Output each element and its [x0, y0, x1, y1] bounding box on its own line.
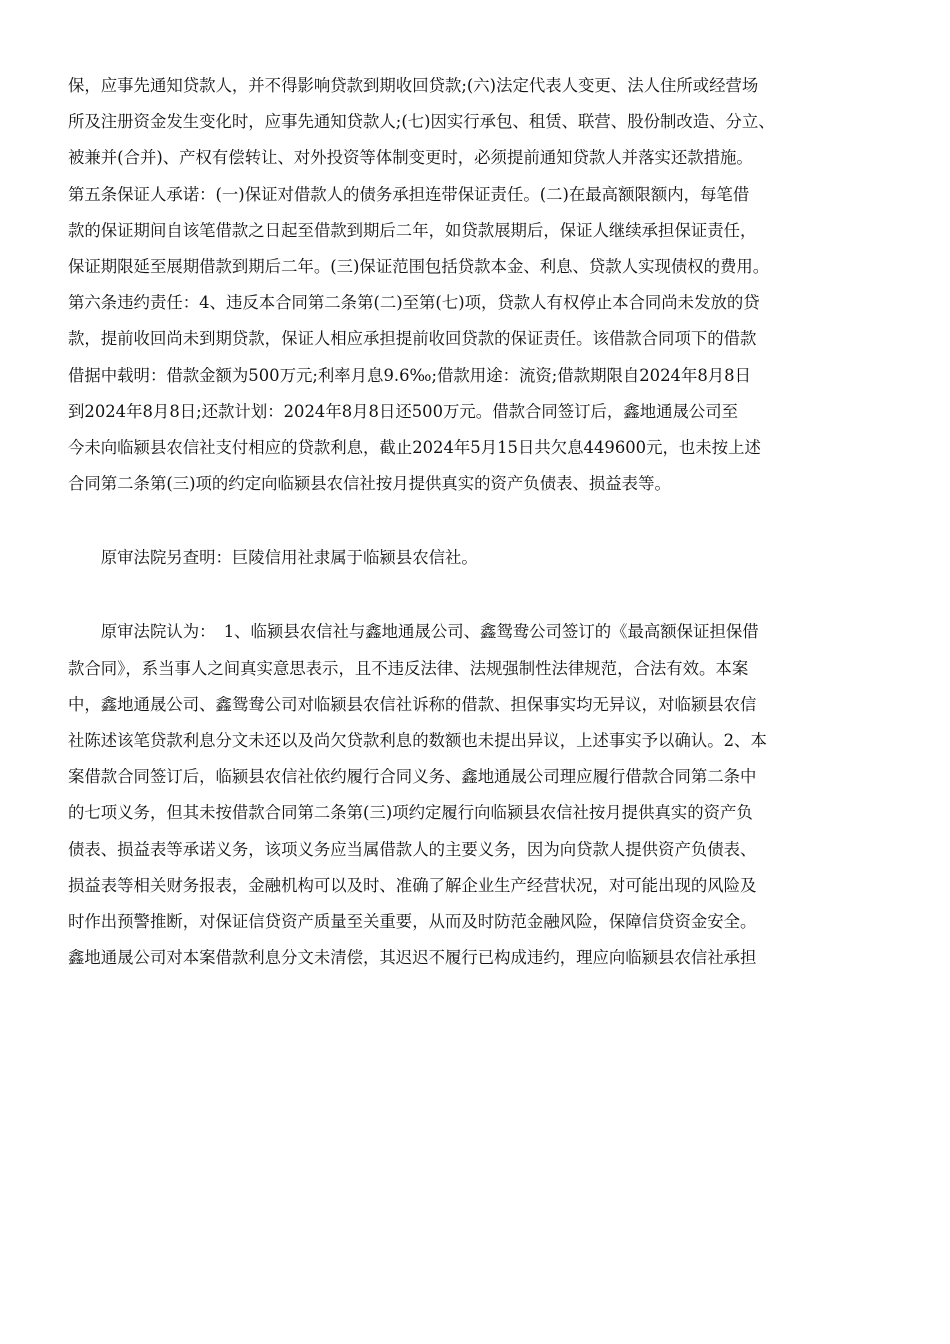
text-line: 保证期限延至展期借款到期后二年。(三)保证范围包括贷款本金、利息、贷款人实现债权的费用。 [68, 256, 770, 276]
text-line: 原审法院另查明：巨陵信用社隶属于临颍县农信社。 [68, 548, 478, 568]
text-line: 借据中载明：借款金额为500万元;利率月息9.6‰;借款用途：流资;借款期限自2024年8月8日 [68, 365, 751, 385]
text-line: 合同第二条第(三)项的约定向临颍县农信社按月提供真实的资产负债表、损益表等。 [68, 474, 671, 494]
text-line: 损益表等相关财务报表，金融机构可以及时、准确了解企业生产经营状况，对可能出现的风险及 [68, 875, 757, 895]
text-line: 款，提前收回尚未到期贷款，保证人相应承担提前收回贷款的保证责任。该借款合同项下的借款 [68, 329, 757, 349]
paragraph-contract-terms [68, 68, 888, 502]
text-line: 案借款合同签订后，临颍县农信社依约履行合同义务、鑫地通晟公司理应履行借款合同第二条中 [68, 767, 757, 787]
text-line: 款合同》，系当事人之间真实意思表示，且不违反法律、法规强制性法律规范，合法有效。本案 [68, 658, 749, 678]
paragraph-court-opinion [68, 614, 888, 976]
text-line: 保，应事先通知贷款人，并不得影响贷款到期收回贷款;(六)法定代表人变更、法人住所或经营场 [68, 76, 759, 95]
paragraph-further-findings [68, 540, 888, 576]
text-line: 债表、损益表等承诺义务，该项义务应当属借款人的主要义务，因为向贷款人提供资产负债表、 [68, 839, 757, 859]
text-line: 中，鑫地通晟公司、鑫鸳鸯公司对临颍县农信社诉称的借款、担保事实均无异议，对临颍县农信 [68, 694, 757, 714]
paragraph-gap [68, 576, 888, 614]
text-line: 第六条违约责任：4、违反本合同第二条第(二)至第(七)项，贷款人有权停止本合同尚未发放的贷 [68, 293, 760, 313]
text-line: 款的保证期间自该笔借款之日起至借款到期后二年，如贷款展期后，保证人继续承担保证责任， [68, 220, 757, 240]
text-line: 所及注册资金发生变化时，应事先通知贷款人;(七)因实行承包、租赁、联营、股份制改造、分立、 [68, 112, 775, 132]
paragraph-gap [68, 502, 888, 540]
text-line: 的七项义务，但其未按借款合同第二条第(三)项约定履行向临颍县农信社按月提供真实的资产负 [68, 803, 753, 823]
text-line: 原审法院认为： 1、临颍县农信社与鑫地通晟公司、鑫鸳鸯公司签订的《最高额保证担保借 [68, 622, 759, 642]
text-line: 到2024年8月8日;还款计划：2024年8月8日还500万元。借款合同签订后，鑫地通晟公司至 [68, 401, 739, 421]
document-page [68, 68, 888, 976]
text-line: 社陈述该笔贷款利息分文未还以及尚欠贷款利息的数额也未提出异议，上述事实予以确认。2、本 [68, 731, 767, 750]
text-line: 鑫地通晟公司对本案借款利息分文未清偿，其迟迟不履行已构成违约，理应向临颍县农信社承担 [68, 948, 757, 968]
text-line: 第五条保证人承诺：(一)保证对借款人的债务承担连带保证责任。(二)在最高额限额内，每笔借 [68, 184, 750, 204]
text-line: 被兼并(合并)、产权有偿转让、对外投资等体制变更时，必须提前通知贷款人并落实还款措施。 [68, 148, 753, 168]
text-line: 时作出预警推断，对保证信贷资产质量至关重要，从而及时防范金融风险，保障信贷资金安全。 [68, 911, 757, 931]
text-line: 今未向临颍县农信社支付相应的贷款利息，截止2024年5月15日共欠息449600元，也未按上述 [68, 437, 761, 457]
